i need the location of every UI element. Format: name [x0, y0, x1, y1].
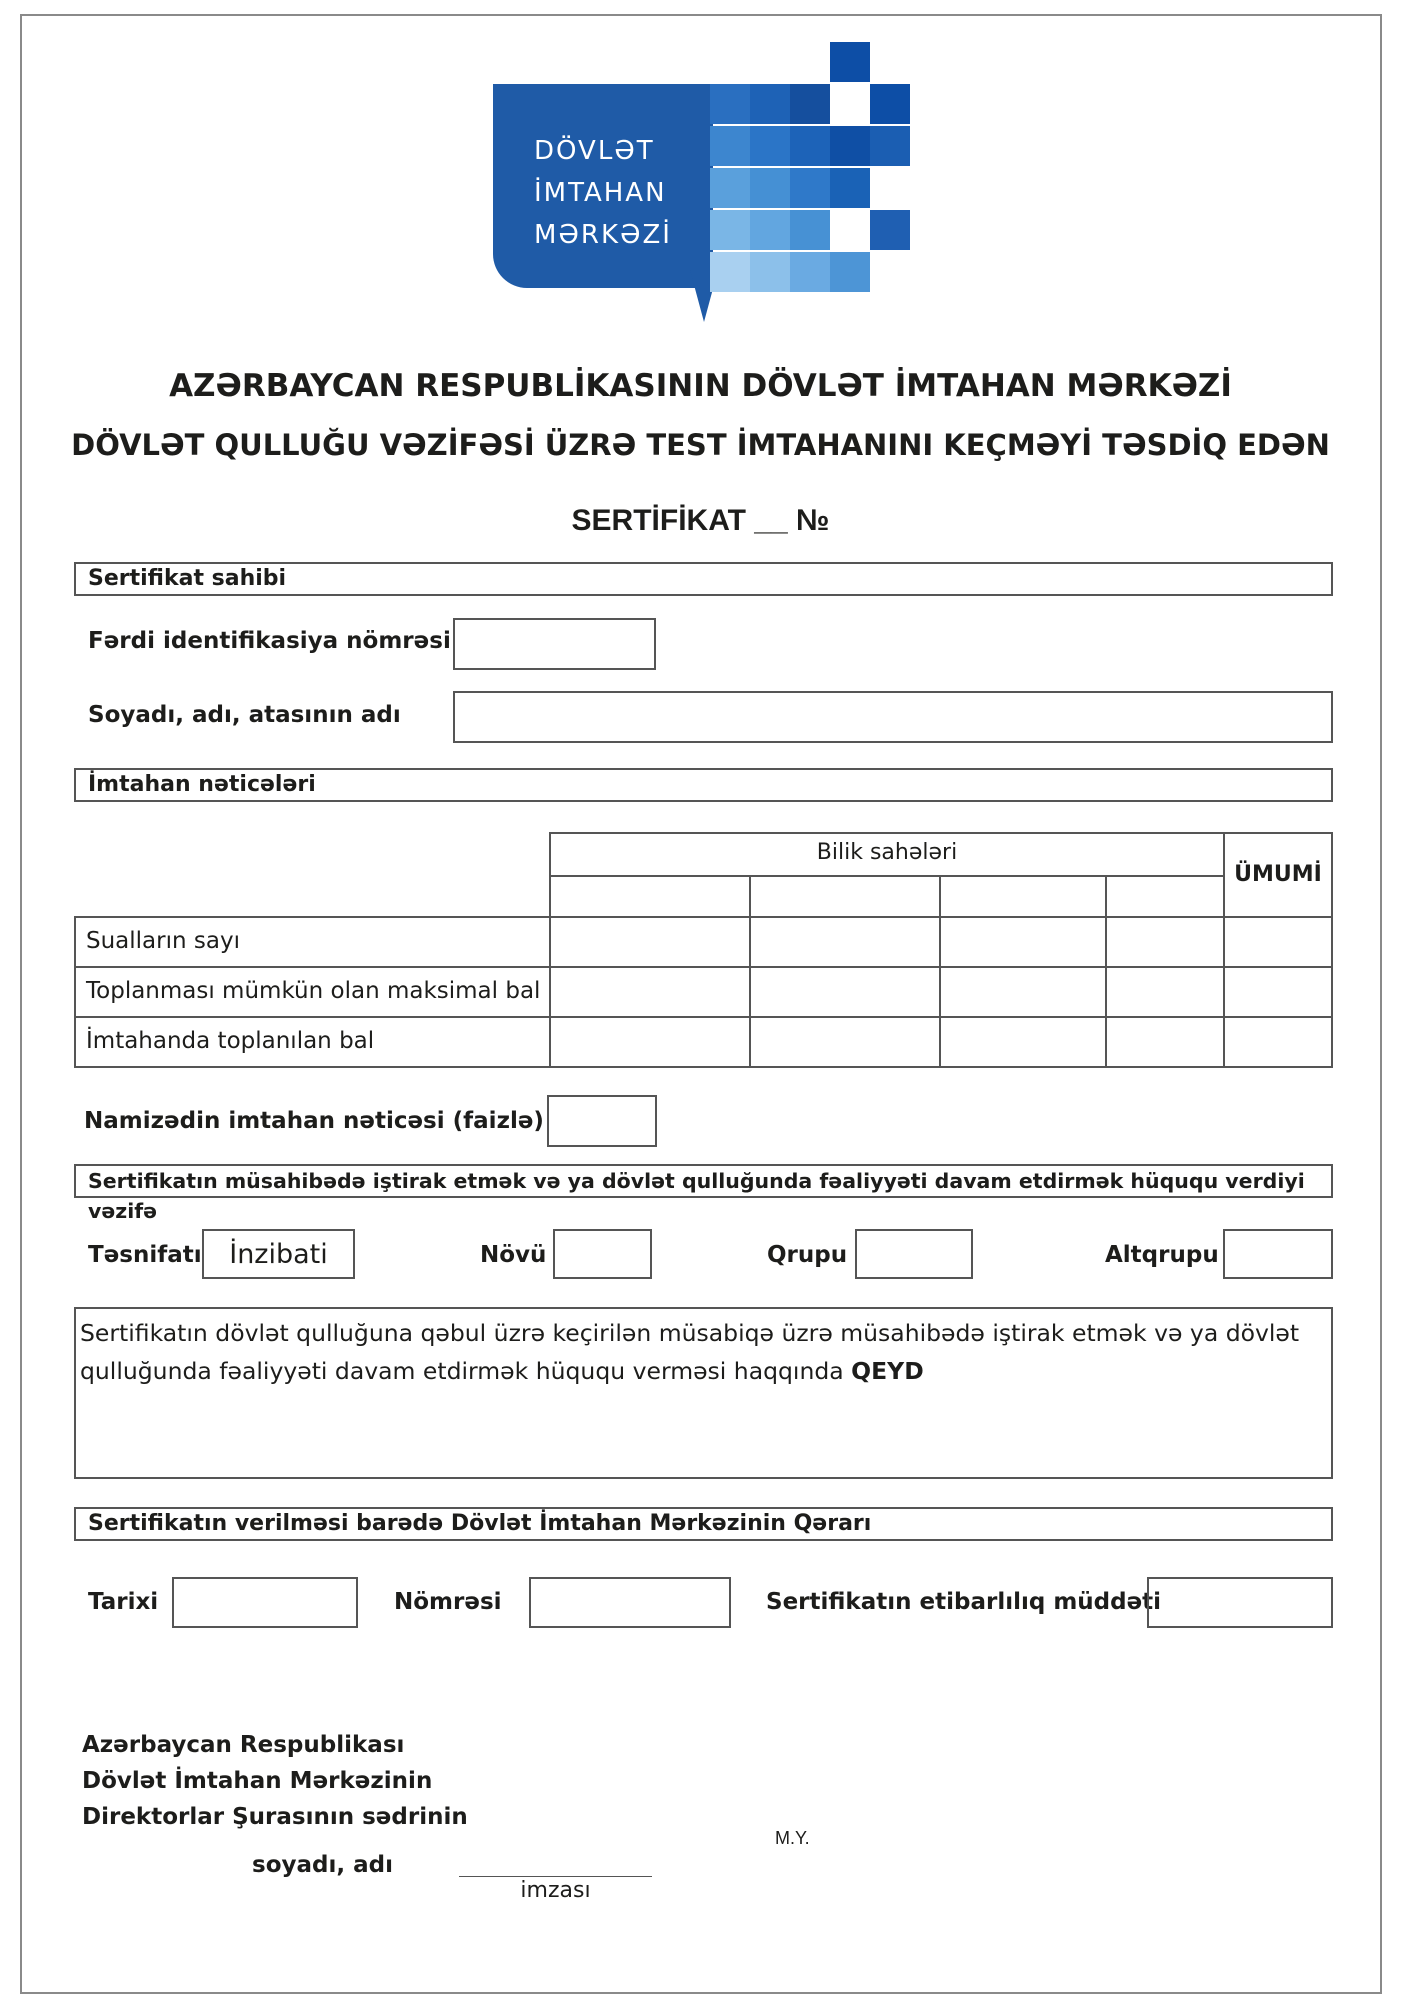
logo-wordmark — [534, 130, 672, 256]
percent-result-label: Namizədin imtahan nəticəsi (faizlə) — [84, 1108, 544, 1134]
type-field[interactable] — [553, 1229, 652, 1279]
decision-date-field[interactable] — [172, 1577, 358, 1628]
certificate-purpose-title: DÖVLƏT QULLUĞU VƏZİFƏSİ ÜZRƏ TEST İMTAHANINI KEÇMƏYİ TƏSDİQ EDƏN — [71, 428, 1330, 462]
logo-tile — [750, 252, 790, 292]
validity-period-label: Sertifikatın etibarlılıq müddəti — [766, 1589, 1162, 1615]
signatory-name-label: soyadı, adı — [252, 1852, 393, 1878]
knowledge-areas-label: Bilik sahələri — [816, 840, 958, 865]
signatory-line-1: Azərbaycan Respublikası — [82, 1732, 405, 1758]
validity-period-field[interactable] — [1147, 1577, 1333, 1628]
logo-tile — [710, 252, 750, 292]
section-eligible-position: Sertifikatın müsahibədə iştirak etmək və ya dövlət qulluğunda fəaliyyəti davam etdirmək hüququ verdiyi vəzifə — [74, 1164, 1333, 1198]
table-cell[interactable] — [749, 916, 941, 968]
knowledge-area-cell[interactable] — [1105, 875, 1225, 918]
table-cell-total[interactable] — [1223, 966, 1333, 1018]
classification-label: Təsnifatı — [88, 1242, 202, 1268]
logo-tile — [790, 126, 830, 166]
table-cell[interactable] — [939, 966, 1107, 1018]
logo-tile — [710, 168, 750, 208]
knowledge-area-cell[interactable] — [749, 875, 941, 918]
logo-tile — [870, 210, 910, 250]
signature-line[interactable] — [459, 1876, 652, 1877]
decision-date-label: Tarixi — [88, 1589, 159, 1615]
signature-caption: imzası — [520, 1878, 591, 1903]
table-cell[interactable] — [1105, 916, 1225, 968]
total-header-label: ÜMUMİ — [1234, 862, 1322, 887]
row-max-score-label: Toplanması mümkün olan maksimal bal — [86, 978, 541, 1004]
logo-tile — [790, 168, 830, 208]
knowledge-area-cell[interactable] — [939, 875, 1107, 918]
type-label: Növü — [480, 1242, 547, 1268]
logo-tile — [830, 168, 870, 208]
table-cell[interactable] — [1105, 1016, 1225, 1068]
knowledge-area-cell[interactable] — [549, 875, 751, 918]
fin-label: Fərdi identifikasiya nömrəsi — [88, 628, 451, 654]
logo-tile — [830, 210, 870, 250]
logo-tile — [750, 126, 790, 166]
full-name-label: Soyadı, adı, atasının adı — [88, 702, 401, 728]
classification-value: İnzibati — [229, 1239, 328, 1270]
logo-tile — [830, 126, 870, 166]
logo-line-2: İMTAHAN — [534, 178, 667, 208]
logo-tile — [710, 84, 750, 124]
subgroup-label: Altqrupu — [1105, 1242, 1219, 1268]
issuer-title: AZƏRBAYCAN RESPUBLİKASININ DÖVLƏT İMTAHAN MƏRKƏZİ — [169, 368, 1232, 404]
group-label: Qrupu — [767, 1242, 848, 1268]
logo-line-1: DÖVLƏT — [534, 136, 655, 166]
logo-tile — [750, 84, 790, 124]
section-issuance-decision: Sertifikatın verilməsi barədə Dövlət İmtahan Mərkəzinin Qərarı — [74, 1507, 1333, 1541]
logo-tile — [870, 84, 910, 124]
logo-tile — [710, 126, 750, 166]
table-cell[interactable] — [749, 1016, 941, 1068]
stamp-place-label: M.Y. — [775, 1828, 810, 1848]
row-earned-score-label: İmtahanda toplanılan bal — [86, 1028, 375, 1054]
logo-tile — [830, 252, 870, 292]
table-cell[interactable] — [939, 916, 1107, 968]
table-cell[interactable] — [939, 1016, 1107, 1068]
table-cell-total[interactable] — [1223, 916, 1333, 968]
section-exam-results: İmtahan nəticələri — [74, 768, 1333, 802]
logo-tile — [790, 84, 830, 124]
decision-number-label: Nömrəsi — [394, 1589, 502, 1615]
note-text — [80, 1314, 1330, 1390]
full-name-field[interactable] — [453, 691, 1333, 743]
logo-tile — [830, 84, 870, 124]
note-body: Sertifikatın dövlət qulluğuna qəbul üzrə keçirilən müsabiqə üzrə müsahibədə iştirak etmək və ya dövlət qulluğunda fəaliyyəti davam etdirmək hüququ verməsi haqqında — [80, 1319, 1300, 1385]
note-emphasis: QEYD — [851, 1357, 924, 1385]
table-cell[interactable] — [749, 966, 941, 1018]
table-cell[interactable] — [549, 916, 751, 968]
table-cell[interactable] — [1105, 966, 1225, 1018]
logo-tile — [710, 210, 750, 250]
subgroup-field[interactable] — [1223, 1229, 1333, 1279]
section-certificate-holder: Sertifikat sahibi — [74, 562, 1333, 596]
row-question-count-label: Sualların sayı — [86, 928, 240, 954]
logo-tile — [750, 210, 790, 250]
signatory-line-2: Dövlət İmtahan Mərkəzinin — [82, 1768, 433, 1794]
percent-result-field[interactable] — [547, 1095, 657, 1147]
signatory-line-3: Direktorlar Şurasının sədrinin — [82, 1804, 468, 1830]
logo-tile — [750, 168, 790, 208]
logo-tile — [830, 42, 870, 82]
logo-tile — [790, 252, 830, 292]
logo-tile — [870, 126, 910, 166]
certificate-number-title: SERTİFİKAT __ № — [571, 504, 830, 537]
group-field[interactable] — [855, 1229, 973, 1279]
table-cell-total[interactable] — [1223, 1016, 1333, 1068]
logo-tile — [790, 210, 830, 250]
fin-field[interactable] — [453, 618, 656, 670]
table-cell[interactable] — [549, 966, 751, 1018]
decision-number-field[interactable] — [529, 1577, 731, 1628]
table-cell[interactable] — [549, 1016, 751, 1068]
logo-line-3: MƏRKƏZİ — [534, 220, 672, 250]
